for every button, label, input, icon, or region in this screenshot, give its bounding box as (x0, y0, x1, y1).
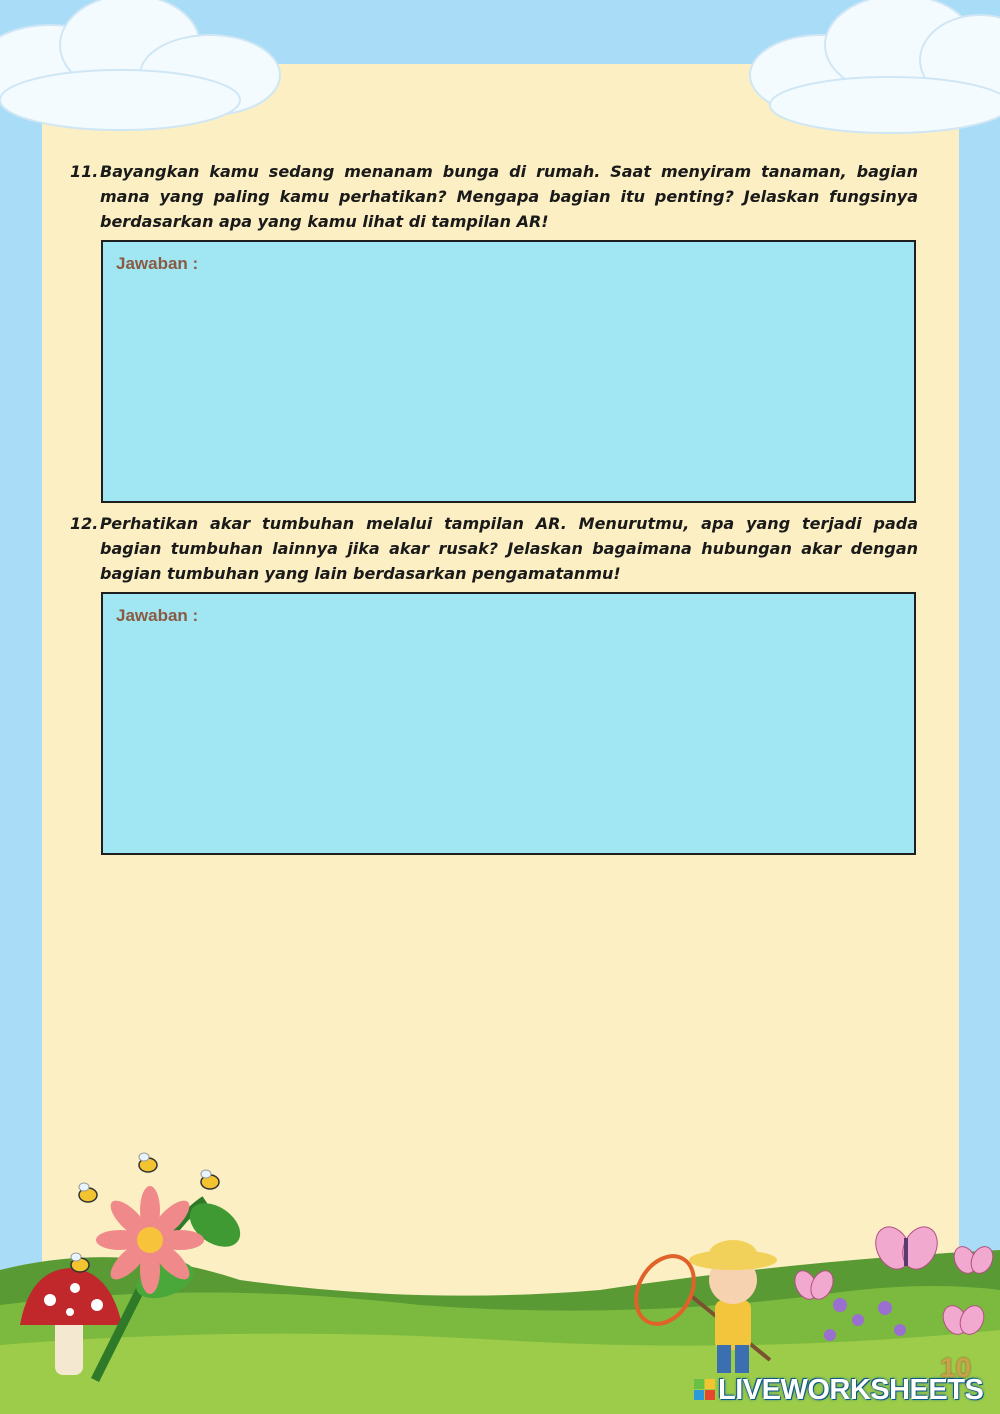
cloud-icon (0, 0, 300, 140)
question-text: Perhatikan akar tumbuhan melalui tampilan AR. Menurutmu, apa yang terjadi pada bagian tumbuhan lainnya jika akar rusak? Jelaskan bagaimana hubungan akar dengan bagian tumbuhan yang lain berdasarkan pengamatanmu! (100, 514, 918, 583)
bee-icon (71, 1253, 89, 1272)
bee-icon (201, 1170, 219, 1189)
bee-icon (139, 1153, 157, 1172)
answer-label: Jawaban : (116, 606, 199, 625)
answer-box-11[interactable] (101, 240, 916, 503)
question-number: 11. (70, 162, 99, 181)
watermark-text: LIVEWORKSHEETS (718, 1374, 984, 1406)
page-number: 10 (940, 1352, 972, 1383)
answer-box-12[interactable] (101, 592, 916, 855)
question-11 (70, 159, 918, 234)
question-number: 12. (70, 514, 99, 533)
answer-label: Jawaban : (116, 254, 199, 273)
question-12 (70, 511, 918, 586)
liveworksheets-logo-icon (694, 1379, 716, 1401)
question-text: Bayangkan kamu sedang menanam bunga di rumah. Saat menyiram tanaman, bagian mana yang paling kamu perhatikan? Mengapa bagian itu penting? Jelaskan fungsinya berdasarkan apa yang kamu lihat di tampilan AR! (100, 162, 918, 231)
garden-scene (0, 1130, 1000, 1414)
cloud-icon (740, 0, 1000, 140)
bee-icon (79, 1183, 97, 1202)
